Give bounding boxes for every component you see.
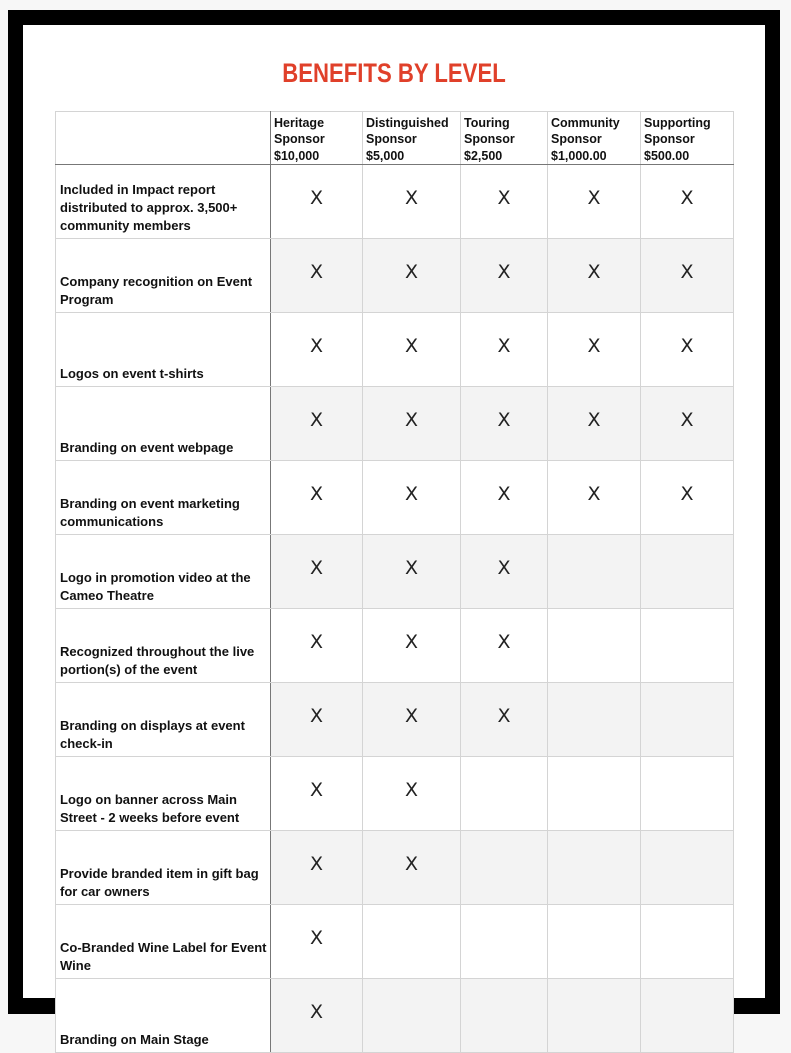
included-mark: X bbox=[271, 831, 363, 905]
table-row bbox=[56, 979, 734, 1053]
empty-cell bbox=[461, 979, 548, 1053]
empty-cell bbox=[548, 757, 641, 831]
column-header-community bbox=[548, 112, 641, 165]
column-header-touring bbox=[461, 112, 548, 165]
sponsor-level-label: Sponsor bbox=[366, 132, 417, 146]
included-mark: X bbox=[461, 165, 548, 239]
included-mark: X bbox=[271, 757, 363, 831]
included-mark: X bbox=[363, 535, 461, 609]
document-page bbox=[23, 25, 765, 1047]
included-mark: X bbox=[548, 461, 641, 535]
included-mark: X bbox=[363, 831, 461, 905]
included-mark: X bbox=[271, 979, 363, 1053]
empty-cell bbox=[363, 905, 461, 979]
included-mark: X bbox=[271, 387, 363, 461]
table-row bbox=[56, 165, 734, 239]
included-mark: X bbox=[271, 165, 363, 239]
sponsor-price: $2,500 bbox=[464, 148, 503, 163]
included-mark: X bbox=[548, 313, 641, 387]
included-mark: X bbox=[641, 461, 734, 535]
empty-cell bbox=[363, 979, 461, 1053]
benefit-label: Branding on Main Stage bbox=[56, 979, 271, 1053]
empty-cell bbox=[461, 757, 548, 831]
table-row bbox=[56, 461, 734, 535]
sponsor-level-label: Heritage bbox=[274, 115, 325, 130]
empty-cell bbox=[641, 979, 734, 1053]
sponsor-price: $500.00 bbox=[644, 148, 690, 163]
included-mark: X bbox=[363, 239, 461, 313]
included-mark: X bbox=[363, 313, 461, 387]
included-mark: X bbox=[461, 239, 548, 313]
empty-cell bbox=[641, 535, 734, 609]
table-row bbox=[56, 905, 734, 979]
included-mark: X bbox=[461, 535, 548, 609]
page-title: BENEFITS BY LEVEL bbox=[282, 58, 506, 88]
included-mark: X bbox=[461, 313, 548, 387]
empty-cell bbox=[548, 609, 641, 683]
included-mark: X bbox=[548, 165, 641, 239]
benefit-label: Recognized throughout the live portion(s) of the event bbox=[56, 609, 271, 683]
included-mark: X bbox=[363, 757, 461, 831]
empty-cell bbox=[548, 905, 641, 979]
empty-cell bbox=[461, 905, 548, 979]
sponsor-level-label: Community bbox=[551, 115, 620, 130]
table-row bbox=[56, 313, 734, 387]
header-row bbox=[56, 112, 734, 165]
sponsor-price: $5,000 bbox=[366, 148, 405, 163]
included-mark: X bbox=[363, 609, 461, 683]
included-mark: X bbox=[271, 905, 363, 979]
benefit-label: Logo on banner across Main Street - 2 weeks before event bbox=[56, 757, 271, 831]
included-mark: X bbox=[271, 461, 363, 535]
empty-cell bbox=[548, 683, 641, 757]
included-mark: X bbox=[461, 609, 548, 683]
header-corner-cell bbox=[56, 112, 271, 165]
sponsor-price: $1,000.00 bbox=[551, 148, 607, 163]
included-mark: X bbox=[461, 461, 548, 535]
empty-cell bbox=[548, 831, 641, 905]
included-mark: X bbox=[271, 239, 363, 313]
included-mark: X bbox=[641, 387, 734, 461]
included-mark: X bbox=[363, 387, 461, 461]
empty-cell bbox=[461, 831, 548, 905]
benefit-label: Included in Impact report distributed to approx. 3,500+ community members bbox=[56, 165, 271, 239]
empty-cell bbox=[548, 535, 641, 609]
benefit-label: Co-Branded Wine Label for Event Wine bbox=[56, 905, 271, 979]
column-header-supporting bbox=[641, 112, 734, 165]
column-header-distinguished bbox=[363, 112, 461, 165]
column-header-heritage bbox=[271, 112, 363, 165]
table-row bbox=[56, 757, 734, 831]
benefit-label: Logo in promotion video at the Cameo Theatre bbox=[56, 535, 271, 609]
table-row bbox=[56, 683, 734, 757]
sponsor-level-label: Sponsor bbox=[274, 132, 325, 146]
included-mark: X bbox=[363, 683, 461, 757]
sponsor-level-label: Sponsor bbox=[464, 132, 515, 146]
benefit-label: Branding on event marketing communications bbox=[56, 461, 271, 535]
included-mark: X bbox=[641, 165, 734, 239]
included-mark: X bbox=[548, 239, 641, 313]
empty-cell bbox=[641, 905, 734, 979]
included-mark: X bbox=[363, 165, 461, 239]
included-mark: X bbox=[641, 313, 734, 387]
table-row bbox=[56, 535, 734, 609]
sponsor-price: $10,000 bbox=[274, 148, 320, 163]
included-mark: X bbox=[271, 313, 363, 387]
benefit-label: Branding on event webpage bbox=[56, 387, 271, 461]
empty-cell bbox=[641, 609, 734, 683]
empty-cell bbox=[641, 831, 734, 905]
empty-cell bbox=[548, 979, 641, 1053]
included-mark: X bbox=[548, 387, 641, 461]
empty-cell bbox=[641, 757, 734, 831]
sponsor-level-label: Supporting bbox=[644, 115, 711, 130]
benefit-label: Logos on event t-shirts bbox=[56, 313, 271, 387]
table-row bbox=[56, 609, 734, 683]
included-mark: X bbox=[461, 683, 548, 757]
table-body bbox=[56, 165, 734, 1053]
included-mark: X bbox=[271, 609, 363, 683]
benefit-label: Company recognition on Event Program bbox=[56, 239, 271, 313]
table-row bbox=[56, 387, 734, 461]
sponsor-level-label: Distinguished bbox=[366, 115, 449, 130]
sponsor-level-label: Touring bbox=[464, 115, 510, 130]
included-mark: X bbox=[271, 535, 363, 609]
included-mark: X bbox=[641, 239, 734, 313]
benefits-table bbox=[55, 111, 734, 1053]
sponsor-level-label: Sponsor bbox=[551, 132, 602, 146]
included-mark: X bbox=[461, 387, 548, 461]
table-row bbox=[56, 239, 734, 313]
benefit-label: Branding on displays at event check-in bbox=[56, 683, 271, 757]
included-mark: X bbox=[363, 461, 461, 535]
empty-cell bbox=[641, 683, 734, 757]
table-row bbox=[56, 831, 734, 905]
benefit-label: Provide branded item in gift bag for car owners bbox=[56, 831, 271, 905]
sponsor-level-label: Sponsor bbox=[644, 132, 695, 146]
included-mark: X bbox=[271, 683, 363, 757]
